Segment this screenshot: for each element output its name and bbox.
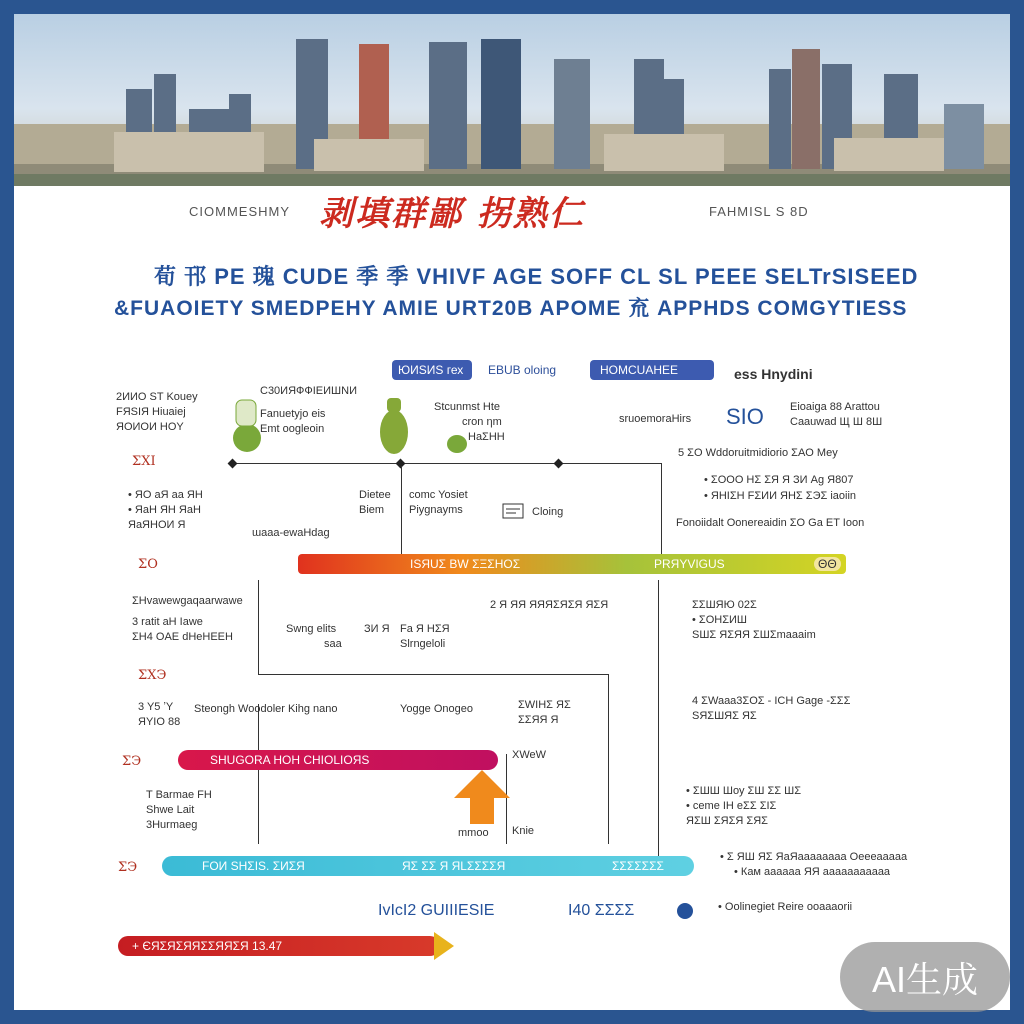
middle-row5-c: Knie bbox=[512, 825, 535, 837]
bottom-line-right: I40 ΣΣΣΣ bbox=[568, 902, 635, 919]
middle-top-cell-1 bbox=[260, 384, 357, 437]
right-list-1 bbox=[704, 472, 856, 504]
middle-top-cell-2-line: cron ηm bbox=[462, 416, 502, 428]
grid-line bbox=[258, 580, 259, 674]
grid-line bbox=[258, 704, 259, 844]
orange-arrow-icon bbox=[450, 768, 514, 828]
right-list-3-item: 4 ΣWaaa3ΣOΣ - ICH Gage -ΣΣΣ bbox=[692, 695, 851, 707]
right-list-4 bbox=[686, 784, 801, 829]
header-title: 剥填群鄙 拐熟仁 bbox=[319, 194, 585, 234]
left-block-3-line: 3 ratit aH Iawe bbox=[132, 616, 203, 628]
right-note-3: • Oolinegiet Reire ooaaaorii bbox=[718, 901, 853, 913]
right-label-a: sruoemoraHirs bbox=[619, 413, 692, 425]
middle-row4-c bbox=[518, 698, 571, 728]
right-list-5-item: • Σ ЯШ ЯΣ ЯaЯaaaaaaaa Oeeeaaaaa bbox=[720, 851, 908, 863]
left-block-2-line: ЯaЯHOИ Я bbox=[128, 519, 186, 531]
rainbow-bar-end-badge: ΘΘ bbox=[814, 557, 841, 571]
middle-row2-a-line: Biem bbox=[359, 504, 385, 516]
magenta-bar-label: SHUGORA HOH CHIOLIOЯS bbox=[210, 753, 370, 767]
right-block-1-line: Caauwad Щ Ш 8Ш bbox=[790, 416, 883, 428]
left-block-5 bbox=[146, 788, 212, 833]
right-list-5 bbox=[720, 850, 907, 880]
middle-row2-b-line: Piygnayms bbox=[409, 504, 463, 516]
middle-row3-b-line: Swng elits bbox=[286, 623, 337, 635]
middle-top-cell-2-line: Stcunmst Hte bbox=[434, 401, 501, 413]
middle-row5-b: mmoo bbox=[458, 827, 489, 839]
red-bar bbox=[118, 936, 440, 956]
middle-row3-a: 2 Я ЯЯ ЯЯЯΣЯΣЯ ЯΣЯ bbox=[490, 599, 609, 611]
left-block-1 bbox=[116, 390, 198, 435]
middle-row3-d: Slrngeloli bbox=[400, 638, 446, 650]
left-block-1-line: FЯSIЯ Hiuaiej bbox=[116, 406, 186, 418]
right-list-2 bbox=[692, 598, 816, 643]
yellow-arrow-icon bbox=[434, 932, 454, 960]
header-right-text: FAHMISL S 8D bbox=[709, 204, 809, 219]
ai-generated-badge: AI生成 bbox=[840, 942, 1010, 1012]
right-list-2-item: • ΣOHΣИШ bbox=[692, 614, 747, 626]
left-code-2: ΣO bbox=[138, 557, 158, 572]
cyan-bar-mid-label: ЯΣ ΣΣ Я ЯLΣΣΣΣЯ bbox=[402, 859, 506, 873]
left-block-3-line: ΣHvawewgaqaarwawe bbox=[132, 595, 243, 607]
middle-top-cell-2 bbox=[434, 400, 505, 445]
middle-row3-c-line: ЗИ Я bbox=[364, 623, 390, 635]
middle-top-cell-1-line: Emt oogleoin bbox=[260, 423, 325, 435]
middle-row3-c bbox=[364, 622, 390, 637]
left-block-2 bbox=[128, 488, 203, 533]
green-figure-icon bbox=[369, 390, 419, 460]
rainbow-bar-right-label: PRЯYVIGUS bbox=[654, 557, 725, 571]
cyan-bar bbox=[162, 856, 694, 876]
left-block-1-line: 2ИИO ST Kouey bbox=[116, 391, 198, 403]
middle-row2-a-line: Dietee bbox=[359, 489, 391, 501]
top-right-label: ess Hnydini bbox=[734, 366, 813, 382]
left-code-4: ΣЭ bbox=[122, 754, 142, 769]
middle-top-cell-2-line: HaΣHH bbox=[468, 431, 505, 443]
right-list-4-item: • ΣШШ Шоу ΣШ ΣΣ ШΣ bbox=[686, 785, 802, 797]
right-list-2-item: ΣΣШЯЮ 02Σ bbox=[692, 599, 757, 611]
cyan-bar-left-label: FOИ SHΣIS. ΣИΣЯ bbox=[202, 859, 305, 873]
middle-row3-b bbox=[286, 622, 342, 652]
left-code-5: ΣЭ bbox=[118, 860, 138, 875]
left-block-2-line: • ЯO aЯ aa ЯH bbox=[128, 489, 203, 501]
left-block-3-line: ΣH4 OAE dHeHEEH bbox=[132, 631, 233, 643]
title-line-1: 荀 邗 PE 瑰 CUDE 季 季 VHIVF AGE SOFF CL SL PEEE SELTrSISEED bbox=[154, 264, 919, 289]
middle-row4-c-line: ΣΣЯЯ Я bbox=[518, 714, 559, 726]
title-line-2: &FUAOIETY SMEDPEHY AMIE URT20B APOME 㐬 APPHDS COMGYTIESS bbox=[114, 297, 908, 320]
grid-line bbox=[608, 674, 609, 844]
left-block-1-line: ЯOИOИ HOY bbox=[116, 421, 184, 433]
magenta-bar bbox=[178, 750, 498, 770]
timeline-node bbox=[228, 459, 238, 469]
top-bar-segment-2 bbox=[476, 360, 586, 380]
right-block-1 bbox=[790, 400, 882, 430]
left-block-5-line: Shwe Lait bbox=[146, 804, 195, 816]
cyan-bar-right-label: ΣΣΣΣΣΣΣ bbox=[612, 859, 664, 873]
left-block-4 bbox=[138, 700, 180, 730]
middle-row2-a bbox=[359, 488, 391, 518]
grid-line bbox=[258, 674, 608, 675]
header-left-text: CIOMMESHMY bbox=[189, 204, 290, 219]
middle-row4-a: Steongh Woodoler Kihg nano bbox=[194, 703, 338, 715]
green-figure-icon bbox=[222, 390, 272, 460]
middle-row4-c-line: ΣWIHΣ ЯΣ bbox=[518, 699, 571, 711]
right-list-4-item: ЯΣШ ΣЯΣЯ ΣЯΣ bbox=[686, 815, 768, 827]
right-divider bbox=[658, 580, 659, 860]
right-list-3 bbox=[692, 694, 850, 724]
right-list-4-item: • ceme IH eΣΣ ΣIΣ bbox=[686, 800, 777, 812]
top-bar-segment-1 bbox=[392, 360, 472, 380]
right-list-3-item: SЯΣШЯΣ ЯΣ bbox=[692, 710, 757, 722]
timeline-connector bbox=[401, 466, 402, 556]
timeline-line bbox=[232, 463, 662, 464]
right-list-2-item: SШΣ ЯΣЯЯ ΣШΣmaaaim bbox=[692, 629, 816, 641]
top-bar-segment-3-label: HOMCUAHEE bbox=[600, 363, 679, 377]
middle-row4-b: Yogge Onogeo bbox=[400, 703, 473, 715]
right-block-1-line: Eioaiga 88 Arattou bbox=[790, 401, 880, 413]
middle-top-cell-1-line: Fanuetyjo eis bbox=[260, 408, 326, 420]
left-block-3 bbox=[132, 594, 243, 645]
timeline-node bbox=[554, 459, 564, 469]
poster-sheet bbox=[14, 14, 1010, 1010]
middle-row2-d: ɯaaa-ewaHdag bbox=[252, 527, 330, 539]
circle-dot-icon bbox=[676, 902, 694, 920]
right-list-1-item: • ΣOOO HΣ ΣЯ Я ЗИ Ag Я807 bbox=[704, 474, 854, 486]
middle-row3-b-line: saa bbox=[324, 638, 342, 650]
left-block-5-line: 3Hurmaeg bbox=[146, 819, 198, 831]
left-code-1: ΣXI bbox=[132, 454, 156, 469]
left-block-5-line: T Barmae FH bbox=[146, 789, 212, 801]
timeline-connector bbox=[661, 463, 662, 555]
bottom-line-left: IvIcI2 GUIIIESIE bbox=[378, 902, 495, 919]
left-code-3: ΣXЭ bbox=[138, 668, 167, 683]
left-block-4-line: ЯYIO 88 bbox=[138, 716, 181, 728]
right-note-2: Fonoiidalt Oonereaidin ΣO Ga ET Ioon bbox=[676, 517, 865, 529]
middle-row3-c2 bbox=[400, 622, 450, 652]
right-note-1: 5 ΣO Wddoruitmidiorio ΣAO Mey bbox=[678, 447, 838, 459]
rainbow-bar bbox=[298, 554, 846, 574]
document-icon bbox=[502, 503, 524, 519]
skyline-image bbox=[14, 14, 1010, 186]
top-bar-segment-1-label: ЮИSИS гех bbox=[398, 363, 464, 377]
top-bar-segment-2-label: EBUB oloing bbox=[488, 363, 557, 377]
middle-row2-c: Cloing bbox=[532, 506, 564, 518]
middle-row5-a: XWeW bbox=[512, 749, 547, 761]
top-bar-segment-3 bbox=[590, 360, 714, 380]
rainbow-bar-left-label: ISЯUΣ BW ΣΞΣΗΟΣ bbox=[410, 557, 521, 571]
left-block-2-line: • ЯaH ЯH ЯaH bbox=[128, 504, 201, 516]
right-list-5-item: • Кам аааааа ЯЯ ааааааааааа bbox=[734, 866, 891, 878]
middle-row2-b-line: comc Yosiet bbox=[409, 489, 468, 501]
red-bar-label: + ЄЯΣЯΣЯЯΣΣЯЯΣЯ 13.47 bbox=[132, 939, 283, 953]
middle-row2-b bbox=[409, 488, 468, 518]
middle-top-cell-1-line: C30ИЯФФIEИШNИ bbox=[260, 385, 357, 397]
middle-row3-c-line: Fa Я HΣЯ bbox=[400, 623, 450, 635]
left-block-4-line: 3 Y5 ʼY bbox=[138, 701, 174, 713]
right-list-1-item: • ЯHIΣH FΣИИ ЯHΣ ΣЭΣ iaoiin bbox=[704, 490, 857, 502]
right-code: SIO bbox=[726, 404, 764, 429]
skyline-banner bbox=[14, 14, 1010, 186]
